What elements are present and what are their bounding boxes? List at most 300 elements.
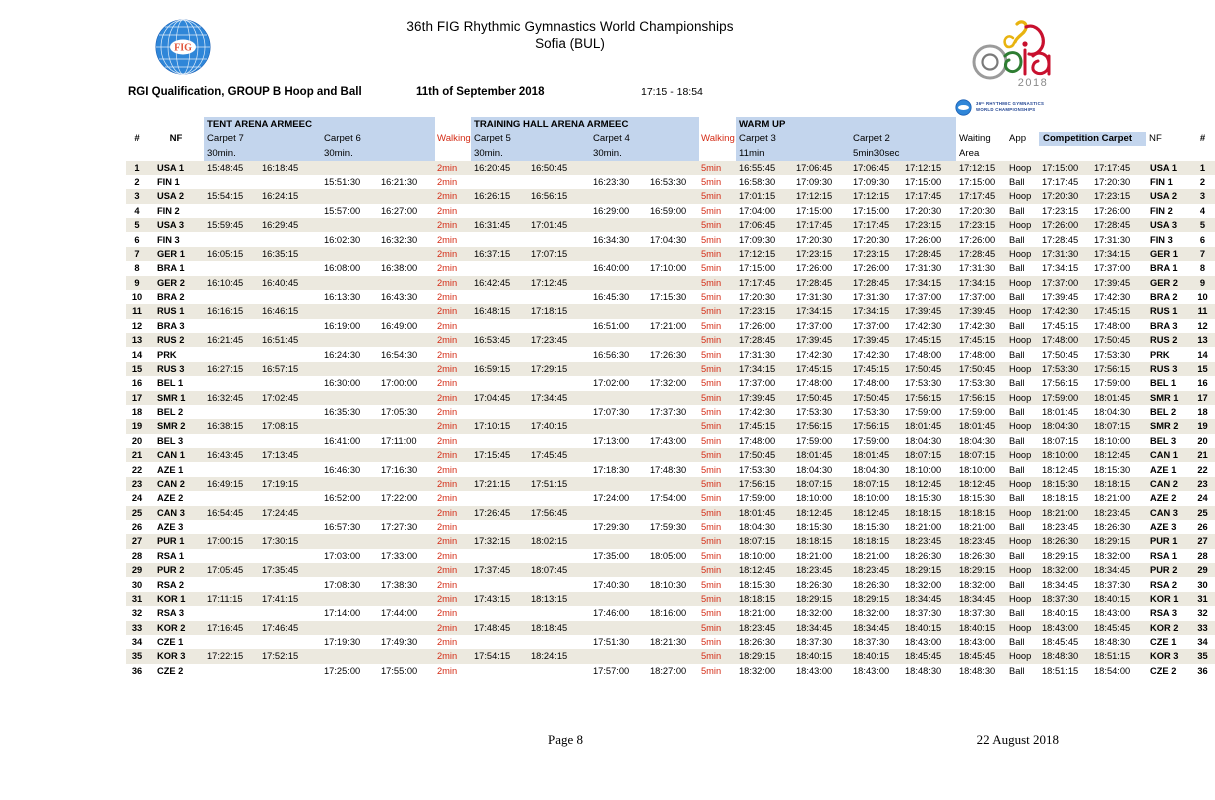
carpet7-start: 15:59:45: [207, 220, 244, 231]
carpet3-end: 18:21:00: [796, 550, 833, 561]
row-number-right: 24: [1197, 493, 1208, 504]
carpet5-start: 16:37:15: [474, 248, 511, 259]
carpet5-start: 16:42:45: [474, 277, 511, 288]
carpet2-end: 17:59:00: [905, 407, 942, 418]
waiting-area-time: 18:45:45: [959, 651, 996, 662]
carpet6-end: [378, 534, 435, 548]
carpet7-start: 16:05:15: [207, 248, 244, 259]
carpet4-end: 17:10:00: [650, 263, 687, 274]
carpet3-start: 18:04:30: [739, 522, 776, 533]
carpet3-start: 17:28:45: [739, 335, 776, 346]
schedule-table-wrapper: [126, 117, 1208, 678]
carpet3-end: 18:26:30: [796, 579, 833, 590]
competition-end: 18:12:45: [1094, 450, 1131, 461]
waiting-area-time: 18:32:00: [959, 579, 996, 590]
competition-start: 17:53:30: [1042, 363, 1079, 374]
competition-start: 17:39:45: [1042, 292, 1079, 303]
carpet6-start: 17:03:00: [324, 550, 361, 561]
apparatus: Hoop: [1009, 277, 1032, 288]
walking-2: 5min: [701, 392, 722, 403]
carpet5-end: [528, 520, 590, 534]
carpet5-end: 17:40:15: [531, 421, 568, 432]
carpet4-start: 17:57:00: [593, 665, 630, 676]
carpet7-start: [204, 376, 259, 390]
carpet7-end: [259, 261, 321, 275]
apparatus: Hoop: [1009, 478, 1032, 489]
apparatus: Hoop: [1009, 565, 1032, 576]
carpet7-start: [204, 261, 259, 275]
col-header-carpet6-duration: 30min.: [321, 146, 435, 161]
carpet4-start: 17:18:30: [593, 464, 630, 475]
competition-end: 18:37:30: [1094, 579, 1131, 590]
carpet2-start: 17:42:30: [853, 349, 890, 360]
row-nf-right: RUS 2: [1150, 335, 1178, 346]
carpet5-start: 17:54:15: [474, 651, 511, 662]
carpet4-end: [647, 448, 699, 462]
carpet2-start: 17:45:15: [853, 363, 890, 374]
carpet6-start: 16:08:00: [324, 263, 361, 274]
carpet3-start: 17:59:00: [739, 493, 776, 504]
row-nf-left: CAN 1: [157, 450, 185, 461]
carpet7-end: [259, 577, 321, 591]
row-number-left: 2: [134, 177, 140, 188]
carpet4-start: [590, 477, 647, 491]
carpet2-start: 18:01:45: [853, 450, 890, 461]
row-nf-right: FIN 1: [1150, 177, 1173, 188]
table-row: [126, 419, 1215, 433]
waiting-area-time: 17:39:45: [959, 306, 996, 317]
table-row: [126, 232, 1215, 246]
carpet6-start: 16:30:00: [324, 378, 361, 389]
carpet6-start: 16:02:30: [324, 234, 361, 245]
row-nf-left: RSA 3: [157, 608, 185, 619]
row-number-right: 22: [1197, 464, 1208, 475]
carpet3-end: 17:48:00: [796, 378, 833, 389]
row-nf-left: RUS 1: [157, 306, 185, 317]
championship-title: [280, 18, 860, 52]
carpet5-end: [528, 290, 590, 304]
row-number-left: 12: [131, 320, 143, 331]
row-number-left: 25: [131, 507, 143, 518]
spacer-cell: [126, 117, 148, 132]
carpet4-start: 17:07:30: [593, 407, 630, 418]
row-nf-left: FIN 2: [157, 205, 180, 216]
carpet3-start: 17:34:15: [739, 363, 776, 374]
row-number-right: 31: [1197, 593, 1208, 604]
carpet7-start: 16:38:15: [207, 421, 244, 432]
competition-start: 18:18:15: [1042, 493, 1079, 504]
carpet7-end: 17:24:45: [262, 507, 299, 518]
carpet3-end: 17:26:00: [796, 263, 833, 274]
row-number-left: 35: [131, 651, 143, 662]
carpet6-start: [321, 506, 378, 520]
carpet5-start: 17:43:15: [474, 593, 511, 604]
row-number-right: 28: [1197, 550, 1208, 561]
carpet7-start: 16:16:15: [207, 306, 244, 317]
carpet4-start: 16:45:30: [593, 292, 630, 303]
carpet6-end: [378, 419, 435, 433]
spacer-cell: [699, 117, 736, 132]
row-number-right: 36: [1197, 665, 1208, 676]
carpet5-start: 16:59:15: [474, 363, 511, 374]
carpet2-end: 18:21:00: [905, 522, 942, 533]
carpet4-end: [647, 592, 699, 606]
spacer-cell: [435, 146, 471, 161]
table-row: [126, 189, 1215, 203]
row-number-right: 33: [1197, 622, 1208, 633]
carpet6-start: [321, 448, 378, 462]
carpet6-end: [378, 563, 435, 577]
carpet5-start: 17:15:45: [474, 450, 511, 461]
apparatus: Hoop: [1009, 335, 1032, 346]
carpet2-start: 18:32:00: [853, 608, 890, 619]
row-number-left: 31: [131, 593, 143, 604]
competition-end: 17:45:15: [1094, 306, 1131, 317]
spacer-cell: [1039, 146, 1091, 161]
carpet6-start: 16:46:30: [324, 464, 361, 475]
row-nf-left: USA 1: [157, 162, 185, 173]
row-number-right: 11: [1197, 306, 1208, 317]
apparatus: Hoop: [1009, 651, 1032, 662]
competition-start: 18:48:30: [1042, 651, 1079, 662]
row-number-left: 11: [132, 306, 142, 317]
carpet3-start: 18:32:00: [739, 665, 776, 676]
apparatus: Hoop: [1009, 622, 1032, 633]
walking-2: 5min: [701, 320, 722, 331]
row-number-right: 34: [1197, 637, 1208, 648]
carpet4-end: [647, 362, 699, 376]
carpet6-start: 17:19:30: [324, 637, 361, 648]
row-nf-right: PUR 2: [1150, 565, 1178, 576]
carpet4-end: 16:59:00: [650, 205, 687, 216]
carpet6-start: [321, 563, 378, 577]
carpet4-end: 17:26:30: [650, 349, 687, 360]
carpet2-end: 17:37:00: [905, 292, 942, 303]
carpet3-start: 18:10:00: [739, 550, 776, 561]
carpet5-end: [528, 577, 590, 591]
carpet3-end: 18:07:15: [796, 478, 833, 489]
competition-end: 17:53:30: [1094, 349, 1131, 360]
carpet6-start: 15:51:30: [324, 177, 361, 188]
row-number-left: 10: [131, 292, 143, 303]
competition-end: 18:21:00: [1094, 493, 1131, 504]
walking-2: 5min: [701, 493, 722, 504]
carpet3-start: 18:12:45: [739, 565, 776, 576]
carpet5-end: [528, 549, 590, 563]
competition-start: 18:45:45: [1042, 637, 1079, 648]
table-row: [126, 462, 1215, 476]
row-number-right: 16: [1197, 378, 1208, 389]
walking-2: 5min: [701, 205, 722, 216]
competition-start: 17:42:30: [1042, 306, 1079, 317]
walking-1: 2min: [437, 248, 458, 259]
competition-end: 18:40:15: [1094, 593, 1131, 604]
carpet6-end: 17:38:30: [381, 579, 418, 590]
carpet6-end: 17:49:30: [381, 637, 418, 648]
row-nf-left: KOR 3: [157, 651, 186, 662]
carpet2-start: 17:37:00: [853, 320, 890, 331]
row-nf-right: CAN 3: [1150, 507, 1178, 518]
carpet5-end: [528, 606, 590, 620]
carpet3-start: 17:09:30: [739, 234, 776, 245]
walking-1: 2min: [437, 637, 458, 648]
competition-start: 17:20:30: [1042, 191, 1079, 202]
row-nf-right: KOR 2: [1150, 622, 1179, 633]
carpet7-end: [259, 376, 321, 390]
title-line-2: Sofia (BUL): [535, 36, 605, 51]
walking-1: 2min: [437, 421, 458, 432]
carpet5-end: [528, 204, 590, 218]
carpet3-start: 18:26:30: [739, 637, 776, 648]
carpet2-start: 17:50:45: [853, 392, 890, 403]
competition-end: 17:39:45: [1094, 277, 1131, 288]
row-number-left: 19: [131, 421, 143, 432]
walking-2: 5min: [701, 292, 722, 303]
carpet5-end: 18:13:15: [531, 593, 568, 604]
row-nf-left: FIN 1: [157, 177, 180, 188]
carpet7-start: 15:54:15: [207, 191, 244, 202]
carpet3-start: 17:12:15: [739, 248, 776, 259]
waiting-area-time: 17:56:15: [959, 392, 996, 403]
table-row: [126, 549, 1215, 563]
apparatus: Hoop: [1009, 306, 1032, 317]
carpet3-end: 17:45:15: [796, 363, 833, 374]
apparatus: Ball: [1009, 550, 1025, 561]
carpet2-end: 17:31:30: [905, 263, 942, 274]
table-row: [126, 333, 1215, 347]
waiting-area-time: 18:12:45: [959, 478, 996, 489]
carpet5-end: 17:23:45: [531, 335, 568, 346]
row-nf-left: BRA 2: [157, 292, 185, 303]
row-nf-right: BRA 2: [1150, 292, 1178, 303]
carpet3-end: 18:29:15: [796, 593, 833, 604]
sofia-logo-year: 2018: [1017, 77, 1049, 89]
apparatus: Hoop: [1009, 220, 1032, 231]
competition-end: 17:28:45: [1094, 220, 1131, 231]
apparatus: Ball: [1009, 234, 1025, 245]
competition-start: 18:40:15: [1042, 608, 1079, 619]
competition-end: 18:45:45: [1094, 622, 1131, 633]
col-header-app: App: [1009, 133, 1027, 145]
carpet6-start: [321, 621, 378, 635]
row-number-right: 9: [1199, 277, 1206, 288]
row-number-left: 1: [134, 162, 140, 173]
carpet7-end: 17:35:45: [262, 565, 299, 576]
walking-1: 2min: [437, 464, 458, 475]
carpet2-start: 18:23:45: [853, 565, 890, 576]
col-header-carpet5-duration: 30min.: [471, 146, 590, 161]
table-row: [126, 391, 1215, 405]
carpet3-start: 17:20:30: [739, 292, 776, 303]
competition-end: 17:42:30: [1094, 292, 1131, 303]
walking-1: 2min: [437, 191, 458, 202]
carpet6-end: 17:33:00: [381, 550, 418, 561]
competition-start: 17:45:15: [1042, 320, 1079, 331]
carpet2-start: 18:10:00: [853, 493, 890, 504]
waiting-area-time: 18:21:00: [959, 522, 996, 533]
carpet6-end: 16:27:00: [381, 205, 418, 216]
fig-logo-icon: [152, 18, 214, 76]
row-number-left: 21: [131, 450, 143, 461]
carpet2-end: 17:12:15: [905, 162, 942, 173]
row-nf-left: PUR 1: [157, 536, 185, 547]
walking-1: 2min: [437, 234, 458, 245]
waiting-area-time: 17:37:00: [959, 292, 996, 303]
title-line-1: 36th FIG Rhythmic Gymnastics World Championships: [406, 19, 734, 34]
carpet7-end: 16:57:15: [262, 363, 299, 374]
carpet7-end: 17:46:45: [262, 622, 299, 633]
waiting-area-time: 17:50:45: [959, 363, 996, 374]
carpet5-start: [471, 577, 528, 591]
carpet5-end: [528, 175, 590, 189]
walking-2: 5min: [701, 220, 722, 231]
carpet5-start: [471, 261, 528, 275]
carpet3-end: 17:31:30: [796, 292, 833, 303]
carpet4-start: [590, 649, 647, 663]
row-nf-right: USA 2: [1150, 191, 1178, 202]
row-nf-left: BEL 2: [157, 407, 184, 418]
competition-end: 18:26:30: [1094, 522, 1131, 533]
carpet7-start: 17:11:15: [207, 593, 243, 604]
carpet7-start: 15:48:45: [207, 162, 244, 173]
walking-1: 2min: [437, 493, 458, 504]
competition-end: 18:18:15: [1094, 478, 1131, 489]
carpet2-start: 17:06:45: [853, 162, 890, 173]
carpet2-end: 17:48:00: [905, 349, 942, 360]
carpet4-start: [590, 333, 647, 347]
carpet6-end: 17:44:00: [381, 608, 418, 619]
carpet5-start: 16:31:45: [474, 220, 511, 231]
carpet4-end: 17:59:30: [650, 522, 687, 533]
walking-2: 5min: [701, 507, 722, 518]
carpet6-end: [378, 621, 435, 635]
carpet5-start: 16:20:45: [474, 162, 511, 173]
carpet5-start: 16:53:45: [474, 335, 511, 346]
carpet4-end: [647, 563, 699, 577]
carpet3-end: 17:50:45: [796, 392, 833, 403]
carpet7-end: 17:13:45: [262, 450, 299, 461]
carpet5-end: 17:18:15: [531, 306, 568, 317]
apparatus: Ball: [1009, 205, 1025, 216]
carpet6-end: 17:11:00: [381, 435, 417, 446]
row-number-left: 36: [131, 665, 143, 676]
competition-start: 18:37:30: [1042, 593, 1079, 604]
walking-1: 2min: [437, 593, 458, 604]
carpet2-end: 18:23:45: [905, 536, 942, 547]
carpet2-start: 18:37:30: [853, 637, 890, 648]
carpet7-end: [259, 606, 321, 620]
carpet6-end: 17:55:00: [381, 665, 418, 676]
carpet3-start: 17:01:15: [739, 191, 776, 202]
waiting-area-time: 17:59:00: [959, 407, 996, 418]
table-row: [126, 534, 1215, 548]
carpet3-start: 18:29:15: [739, 651, 776, 662]
carpet6-start: 16:24:30: [324, 349, 361, 360]
waiting-area-time: 17:45:15: [959, 335, 996, 346]
carpet3-end: 17:53:30: [796, 407, 833, 418]
carpet5-start: 17:04:45: [474, 392, 511, 403]
row-nf-right: KOR 3: [1150, 651, 1179, 662]
carpet5-end: [528, 347, 590, 361]
carpet4-start: 17:51:30: [593, 637, 630, 648]
waiting-area-time: 18:18:15: [959, 507, 996, 518]
waiting-area-time: 18:26:30: [959, 550, 996, 561]
carpet5-start: 17:48:45: [474, 622, 511, 633]
walking-1: 2min: [437, 292, 458, 303]
competition-start: 18:04:30: [1042, 421, 1079, 432]
apparatus: Hoop: [1009, 593, 1032, 604]
carpet3-start: 17:26:00: [739, 320, 776, 331]
walking-1: 2min: [437, 450, 458, 461]
row-number-left: 27: [131, 536, 143, 547]
carpet6-end: [378, 649, 435, 663]
row-number-right: 32: [1197, 608, 1208, 619]
carpet5-end: 17:12:45: [531, 277, 568, 288]
walking-1: 2min: [437, 320, 458, 331]
row-nf-right: CZE 1: [1150, 637, 1177, 648]
row-number-right: 25: [1197, 507, 1208, 518]
carpet2-start: 18:43:00: [853, 665, 890, 676]
row-number-right: 27: [1197, 536, 1208, 547]
competition-start: 18:32:00: [1042, 565, 1079, 576]
table-row: [126, 621, 1215, 635]
carpet7-end: [259, 290, 321, 304]
row-nf-left: CZE 2: [157, 665, 184, 676]
row-nf-right: CZE 2: [1150, 665, 1177, 676]
row-nf-right: BRA 1: [1150, 263, 1178, 274]
carpet2-start: 18:34:45: [853, 622, 890, 633]
carpet6-end: [378, 506, 435, 520]
walking-2: 5min: [701, 421, 722, 432]
page-header: [0, 0, 1131, 118]
carpet6-end: 17:16:30: [381, 464, 418, 475]
carpet4-start: [590, 592, 647, 606]
carpet7-end: 17:08:15: [262, 421, 299, 432]
table-row: [126, 520, 1215, 534]
wc-emblem-icon: [955, 99, 972, 116]
carpet4-end: 18:21:30: [650, 637, 687, 648]
carpet7-start: 16:10:45: [207, 277, 244, 288]
row-number-right: 26: [1197, 522, 1208, 533]
apparatus: Ball: [1009, 292, 1025, 303]
carpet4-end: [647, 534, 699, 548]
row-nf-right: CAN 1: [1150, 450, 1178, 461]
carpet7-start: [204, 549, 259, 563]
carpet6-start: 16:19:00: [324, 320, 361, 331]
row-nf-left: CZE 1: [157, 637, 184, 648]
table-row: [126, 592, 1215, 606]
table-row: [126, 448, 1215, 462]
carpet6-end: 17:00:00: [381, 378, 418, 389]
walking-1: 2min: [437, 550, 458, 561]
carpet7-start: [204, 462, 259, 476]
carpet4-end: [647, 189, 699, 203]
carpet6-end: 17:05:30: [381, 407, 418, 418]
carpet3-end: 18:01:45: [796, 450, 833, 461]
carpet7-end: [259, 664, 321, 678]
carpet3-start: 17:45:15: [739, 421, 776, 432]
carpet7-start: 16:21:45: [207, 335, 244, 346]
row-number-right: 29: [1197, 565, 1208, 576]
event-time: 17:15 - 18:54: [641, 86, 703, 98]
row-number-left: 17: [131, 392, 143, 403]
competition-start: 17:17:45: [1042, 177, 1079, 188]
apparatus: Hoop: [1009, 248, 1032, 259]
apparatus: Hoop: [1009, 421, 1032, 432]
col-header-carpet5: Carpet 5: [471, 132, 590, 147]
carpet6-start: 17:08:30: [324, 579, 361, 590]
row-nf-left: GER 2: [157, 277, 185, 288]
